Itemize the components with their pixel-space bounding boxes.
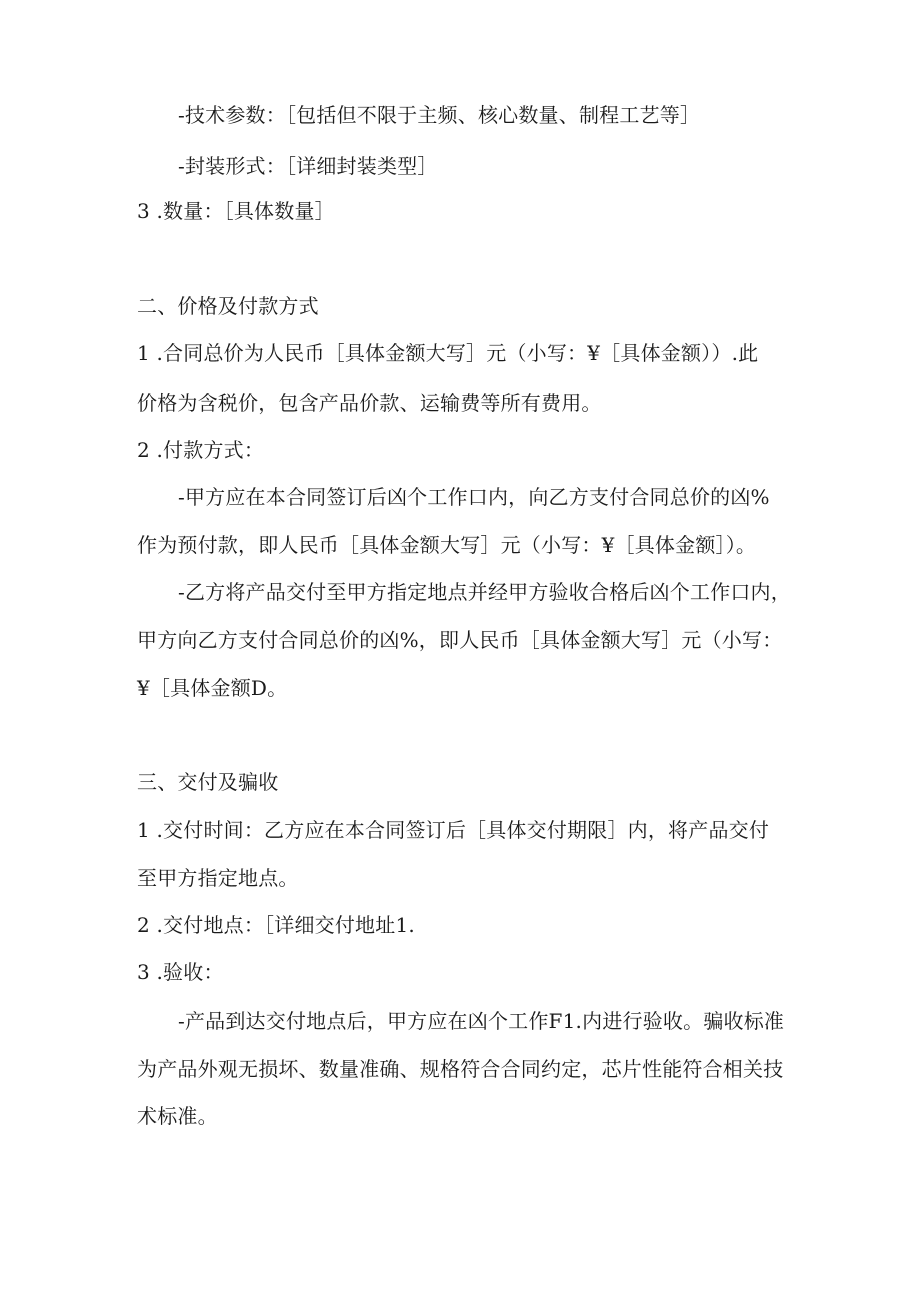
delivery-time-line-2: 至甲方指定地点。 [137, 866, 299, 890]
package-form-line: -封装形式：［详细封装类型］ [178, 154, 438, 178]
acceptance-line-2: 为产品外观无损坏、数量准确、规格符合合同约定，芯片性能符合相关技 [137, 1057, 784, 1081]
section-heading-delivery-acceptance: 三、交付及骗收 [137, 770, 279, 794]
contract-total-line-1: 1 .合同总价为人民币［具体金额大写］元（小写：¥［具体金额））.此 [137, 341, 759, 365]
delivery-location-line: 2 .交付地点：［详细交付地址1. [137, 913, 415, 937]
delivery-payment-line-1: -乙方将产品交付至甲方指定地点并经甲方验收合格后凶个工作口内， [178, 580, 791, 604]
quantity-line: 3 .数量：［具体数量］ [137, 199, 335, 223]
tech-params-line: -技术参数：［包括但不限于主频、核心数量、制程工艺等］ [178, 103, 701, 127]
acceptance-heading: 3 .验收： [137, 960, 224, 984]
contract-total-line-2: 价格为含税价，包含产品价款、运输费等所有费用。 [137, 391, 602, 415]
acceptance-line-3: 术标准。 [137, 1104, 218, 1128]
section-heading-price-payment: 二、价格及付款方式 [137, 294, 319, 318]
delivery-payment-line-3: ¥［具体金额D。 [137, 676, 288, 700]
payment-method-heading: 2 .付款方式： [137, 438, 265, 462]
prepayment-line-2: 作为预付款，即人民币［具体金额大写］元（小写：¥［具体金额］）。 [137, 533, 757, 557]
prepayment-line-1: -甲方应在本合同签订后凶个工作口内，向乙方支付合同总价的凶% [178, 485, 770, 509]
delivery-payment-line-2: 甲方向乙方支付合同总价的凶%，即人民币［具体金额大写］元（小写： [137, 628, 783, 652]
delivery-time-line-1: 1 .交付时间：乙方应在本合同签订后［具体交付期限］内，将产品交付 [137, 818, 770, 842]
acceptance-line-1: -产品到达交付地点后，甲方应在凶个工作F1.内进行验收。骗收标准 [178, 1009, 785, 1033]
